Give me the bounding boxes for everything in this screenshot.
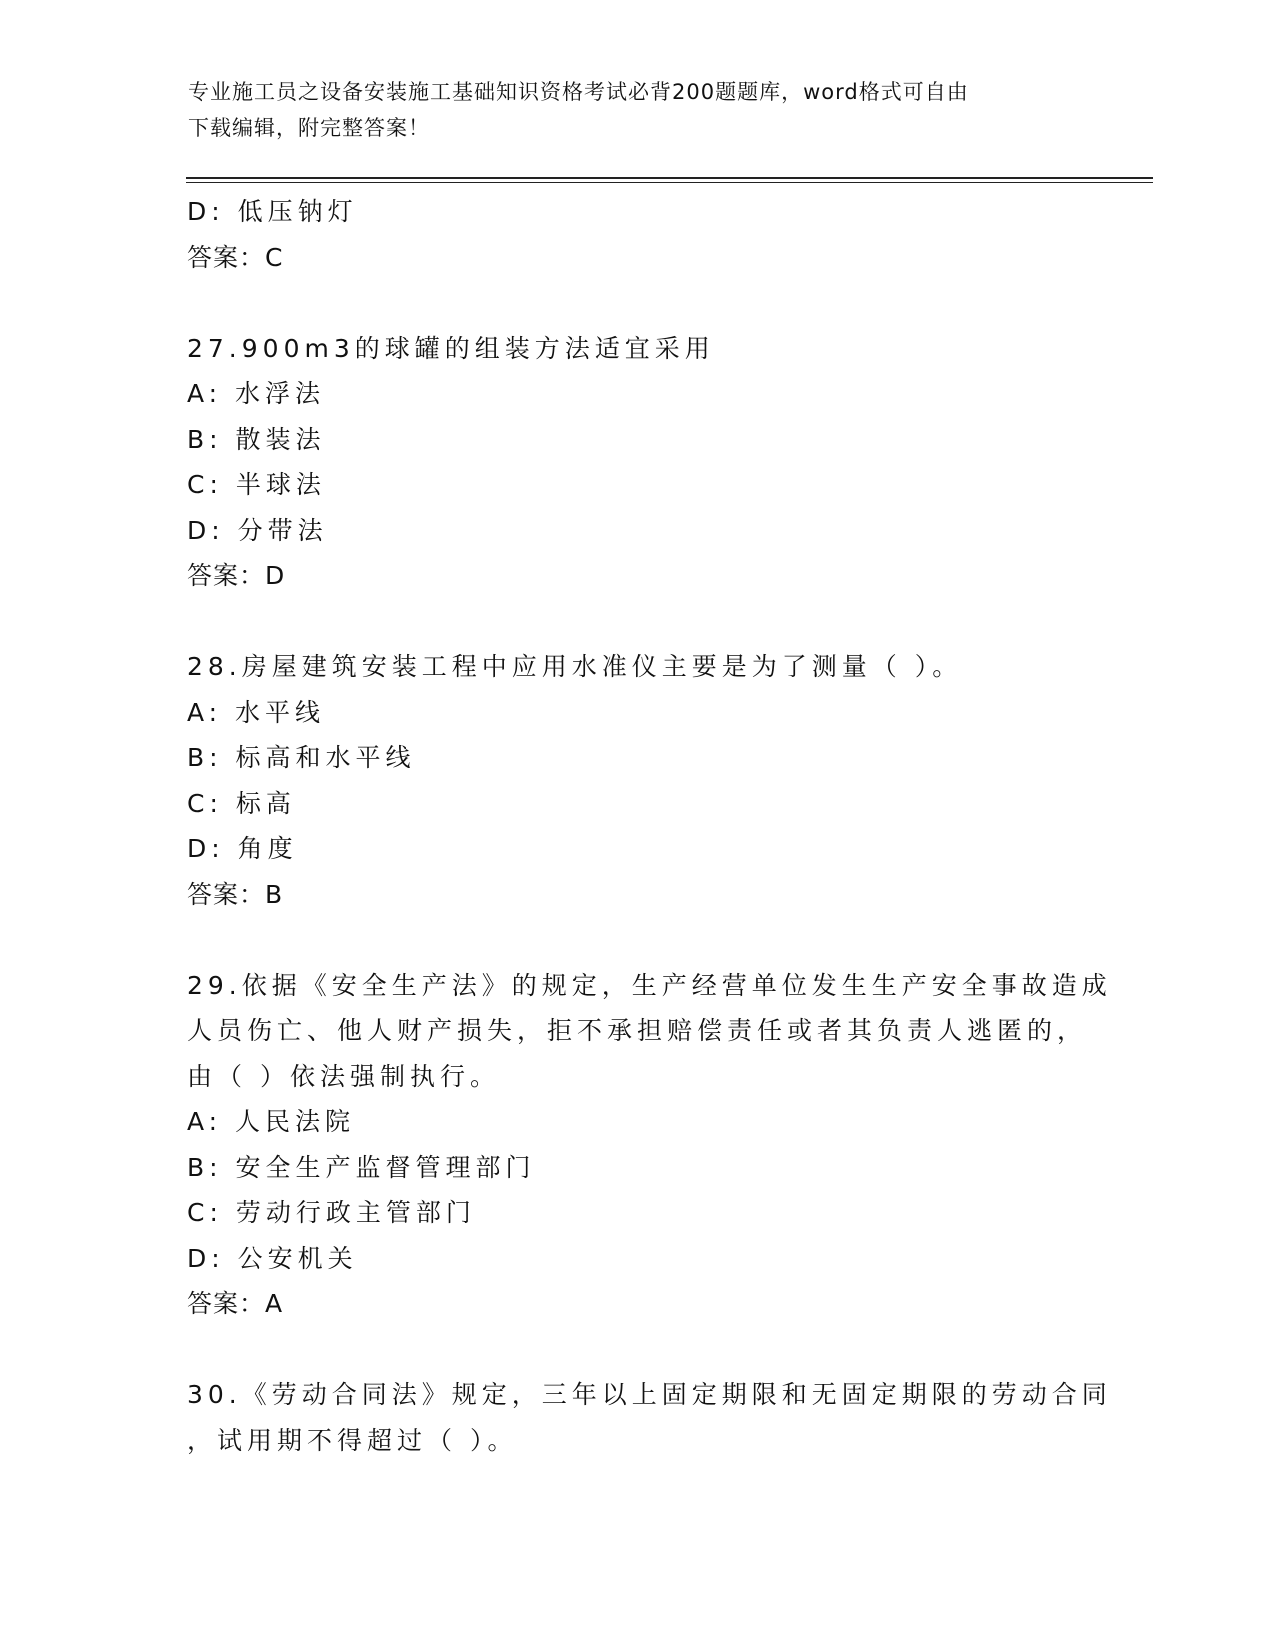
option-b: B: 安全生产监督管理部门 bbox=[187, 1152, 536, 1182]
answer: 答案：B bbox=[187, 879, 284, 909]
question-27 bbox=[187, 326, 1087, 599]
option-b: B: 标高和水平线 bbox=[187, 743, 416, 772]
question-list bbox=[187, 189, 1112, 1463]
option-c: C: 劳动行政主管部门 bbox=[187, 1198, 476, 1227]
question-stem: 28.房屋建筑安装工程中应用水准仪主要是为了测量（ ）。 bbox=[187, 652, 963, 681]
answer: 答案：A bbox=[187, 1289, 284, 1318]
header-rule-thin bbox=[186, 182, 1153, 183]
option-d: D: 公安机关 bbox=[187, 1243, 358, 1273]
header-title-line-1: 专业施工员之设备安装施工基础知识资格考试必背200题题库，word格式可自由 bbox=[188, 80, 969, 104]
page-header bbox=[188, 74, 1068, 146]
question-28 bbox=[187, 644, 1087, 917]
option-d: D: 角度 bbox=[187, 834, 298, 863]
option-d: D: 分带法 bbox=[187, 515, 328, 545]
question-26-tail bbox=[187, 189, 1087, 280]
option-c: C: 半球法 bbox=[187, 470, 326, 499]
option-a: A: 水浮法 bbox=[187, 379, 326, 408]
spacer bbox=[187, 599, 1087, 645]
option-b: B: 散装法 bbox=[187, 424, 326, 454]
option-a: A: 人民法院 bbox=[187, 1107, 356, 1136]
question-stem: 27.900m3的球罐的组装方法适宜采用 bbox=[187, 333, 715, 363]
question-stem-line-1: 29.依据《安全生产法》的规定，生产经营单位发生生产安全事故造成 bbox=[187, 970, 1112, 1000]
question-stem-line-1: 30.《劳动合同法》规定，三年以上固定期限和无固定期限的劳动合同 bbox=[187, 1380, 1112, 1409]
spacer bbox=[187, 1327, 1087, 1373]
header-title-line-2: 下载编辑，附完整答案！ bbox=[188, 116, 430, 140]
spacer bbox=[187, 917, 1087, 963]
question-stem-line-3: 由（ ）依法强制执行。 bbox=[187, 1061, 500, 1091]
spacer bbox=[187, 280, 1087, 326]
option-a: A: 水平线 bbox=[187, 697, 326, 727]
question-29 bbox=[187, 963, 1112, 1327]
question-stem-line-2: 人员伤亡、他人财产损失，拒不承担赔偿责任或者其负责人逃匿的， bbox=[187, 1016, 1088, 1045]
question-30 bbox=[187, 1372, 1112, 1463]
answer: 答案：D bbox=[187, 561, 286, 590]
option-d: D: 低压钠灯 bbox=[187, 197, 358, 226]
option-c: C: 标高 bbox=[187, 788, 296, 818]
header-rule-thick bbox=[186, 177, 1153, 179]
question-stem-line-2: ，试用期不得超过（ ）。 bbox=[187, 1425, 518, 1455]
answer: 答案：C bbox=[187, 242, 284, 272]
